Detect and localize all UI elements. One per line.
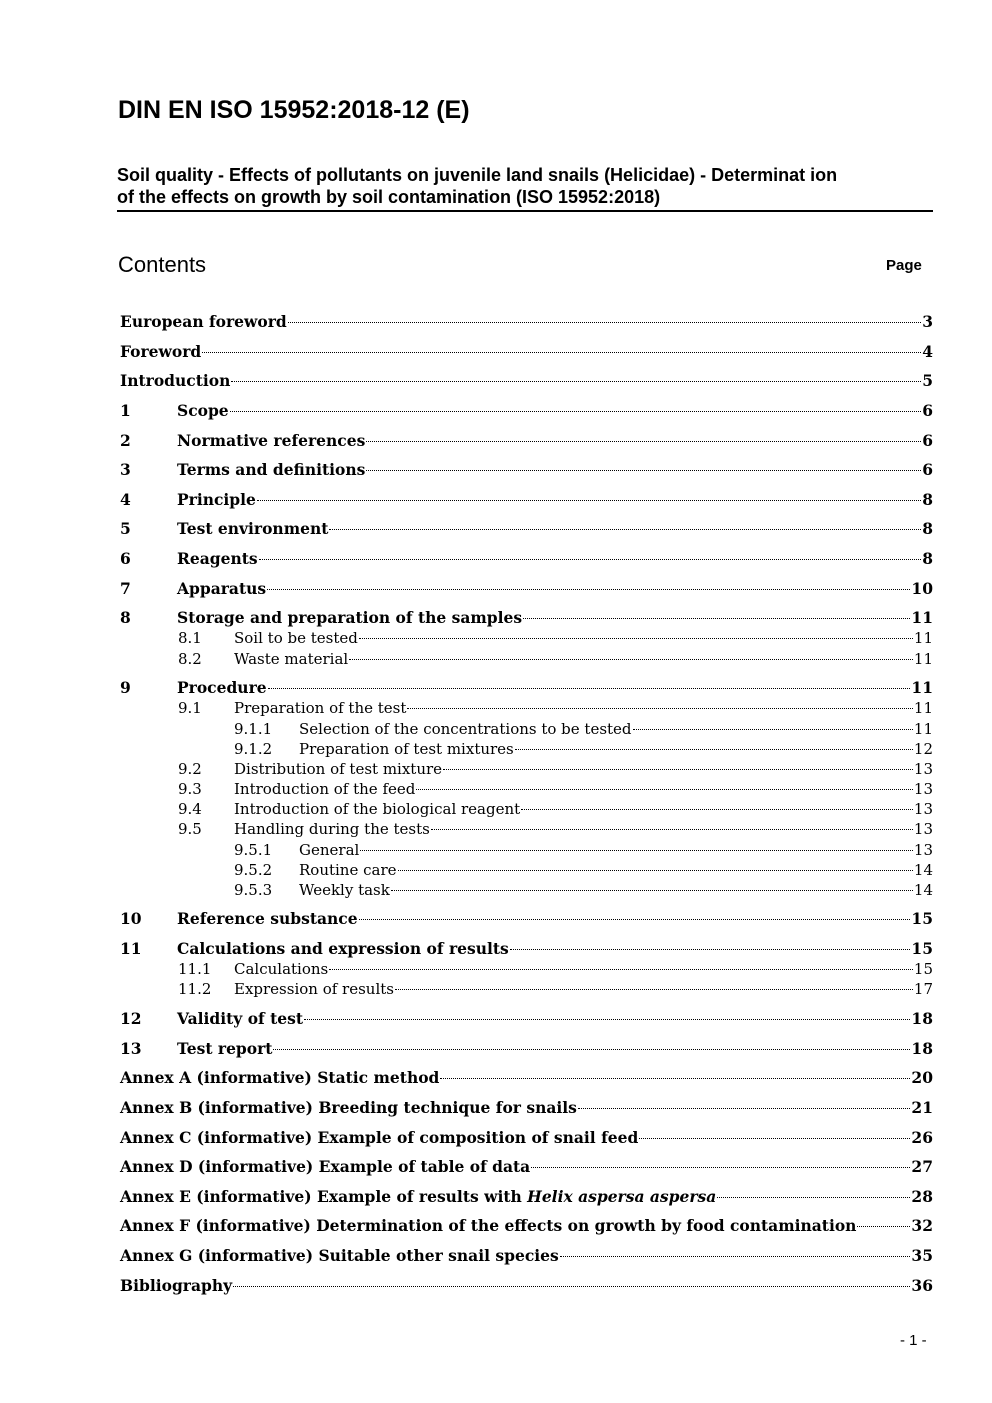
toc-entry-number: 9.1 — [178, 699, 202, 717]
toc-entry-number: 9.3 — [178, 780, 202, 798]
toc-entry[interactable] — [120, 880, 933, 900]
toc-leader-dots — [443, 769, 913, 770]
toc-entry-page: 11 — [913, 720, 933, 738]
toc-entry-number: 8 — [120, 608, 131, 627]
toc-entry-page: 21 — [911, 1098, 933, 1117]
toc-entry-number: 5 — [120, 519, 131, 538]
toc-entry-title — [177, 909, 358, 929]
toc-entry-title-text: Calculations and expression of results — [177, 939, 509, 958]
toc-entry-page: 18 — [911, 1039, 933, 1058]
toc-entry-title-text: Terms and definitions — [177, 460, 366, 479]
toc-entry-title-text: Annex C (informative) Example of composition of snail feed — [120, 1128, 639, 1147]
toc-entry-page: 13 — [913, 820, 933, 838]
toc-entry-title-text: Annex D (informative) Example of table of data — [120, 1157, 531, 1176]
toc-entry-title-text: Reference substance — [177, 909, 358, 928]
toc-leader-dots — [416, 789, 913, 790]
toc-entry-page: 17 — [913, 980, 933, 998]
toc-entry[interactable] — [120, 1128, 933, 1148]
document-id: DIN EN ISO 15952:2018-12 (E) — [118, 96, 470, 124]
toc-entry-page: 3 — [922, 312, 933, 331]
toc-leader-dots — [560, 1256, 911, 1257]
toc-leader-dots — [267, 589, 910, 590]
toc-entry-title — [234, 779, 415, 799]
toc-entry[interactable] — [120, 698, 933, 718]
toc-leader-dots — [440, 1078, 910, 1079]
toc-leader-dots — [523, 618, 910, 619]
toc-entry-number: 10 — [120, 909, 142, 928]
toc-entry-title — [177, 1039, 272, 1059]
toc-entry-title-text: European foreword — [120, 312, 287, 331]
toc-leader-dots — [257, 500, 921, 501]
toc-entry-title-text: Preparation of the test — [234, 699, 407, 717]
toc-entry[interactable] — [120, 1009, 933, 1029]
toc-entry-title-text: Validity of test — [177, 1009, 304, 1028]
toc-entry-page: 20 — [911, 1068, 933, 1087]
toc-entry-page: 11 — [911, 608, 933, 627]
toc-entry[interactable] — [120, 959, 933, 979]
toc-leader-dots — [349, 659, 913, 660]
toc-entry[interactable] — [120, 1246, 933, 1266]
toc-entry-number: 9.2 — [178, 760, 202, 778]
toc-entry-page: 4 — [922, 342, 933, 361]
toc-entry-title — [234, 979, 394, 999]
toc-leader-dots — [273, 1049, 910, 1050]
toc-entry-number: 12 — [120, 1009, 142, 1028]
toc-leader-dots — [268, 688, 911, 689]
toc-entry[interactable] — [120, 1276, 933, 1296]
document-title-line-2: of the effects on growth by soil contamination (ISO 15952:2018) — [117, 187, 661, 207]
toc-entry-number: 9.5.2 — [234, 861, 273, 879]
toc-entry-title — [120, 1098, 577, 1118]
toc-entry-number: 9.4 — [178, 800, 202, 818]
toc-entry-title-text: Waste material — [234, 650, 349, 668]
toc-entry-title-text: Annex E (informative) Example of results with — [120, 1187, 528, 1206]
toc-leader-dots — [578, 1108, 911, 1109]
toc-entry-title-text: Annex A (informative) Static method — [120, 1068, 440, 1087]
toc-entry-page: 18 — [911, 1009, 933, 1028]
toc-entry-title-text: Preparation of test mixtures — [299, 740, 514, 758]
toc-entry-title-text: Expression of results — [234, 980, 394, 998]
toc-entry-title — [299, 719, 632, 739]
toc-entry-page: 5 — [922, 371, 933, 390]
toc-entry-title-text: Weekly task — [299, 881, 390, 899]
toc-entry-number: 6 — [120, 549, 131, 568]
toc-entry[interactable] — [120, 628, 933, 648]
toc-entry-title — [177, 519, 328, 539]
toc-entry-title-text: Reagents — [177, 549, 258, 568]
toc-entry[interactable] — [120, 799, 933, 819]
toc-entry-page: 6 — [922, 431, 933, 450]
toc-entry[interactable] — [120, 1068, 933, 1088]
toc-entry[interactable] — [120, 1216, 933, 1236]
toc-entry-title-text: Bibliography — [120, 1276, 233, 1295]
toc-entry-title — [299, 860, 397, 880]
toc-entry[interactable] — [120, 1039, 933, 1059]
toc-entry-title — [234, 759, 442, 779]
toc-leader-dots — [366, 470, 921, 471]
toc-entry-page: 6 — [922, 460, 933, 479]
page-column-heading: Page — [886, 257, 922, 274]
toc-entry[interactable] — [120, 1098, 933, 1118]
toc-entry-page: 8 — [922, 519, 933, 538]
toc-entry-title — [120, 1216, 856, 1236]
toc-entry-title-text: Introduction of the feed — [234, 780, 416, 798]
toc-entry-page: 27 — [911, 1157, 933, 1176]
toc-entry-number: 2 — [120, 431, 131, 450]
toc-leader-dots — [359, 638, 913, 639]
toc-entry-page: 11 — [913, 699, 933, 717]
toc-entry-number: 7 — [120, 579, 131, 598]
footer-page-number: - 1 - — [900, 1332, 927, 1349]
toc-entry-number: 11.1 — [178, 960, 212, 978]
toc-entry-title — [299, 739, 514, 759]
toc-entry-number: 8.2 — [178, 650, 202, 668]
toc-entry[interactable] — [120, 579, 933, 599]
toc-entry-title — [120, 1246, 559, 1266]
toc-entry-page: 32 — [911, 1216, 933, 1235]
toc-leader-dots — [359, 919, 911, 920]
toc-entry-title — [177, 549, 258, 569]
toc-entry-title — [120, 1157, 530, 1177]
toc-leader-dots — [398, 870, 913, 871]
toc-entry[interactable] — [120, 342, 933, 362]
toc-leader-dots — [391, 890, 913, 891]
toc-entry[interactable] — [120, 779, 933, 799]
toc-entry-number: 9.1.2 — [234, 740, 273, 758]
toc-leader-dots — [395, 989, 913, 990]
toc-entry-page: 13 — [913, 841, 933, 859]
toc-entry-title-text: Introduction — [120, 371, 231, 390]
toc-leader-dots — [231, 381, 921, 382]
toc-entry-title — [120, 342, 201, 362]
toc-entry-number: 1 — [120, 401, 131, 420]
toc-leader-dots — [366, 441, 921, 442]
toc-entry-page: 15 — [911, 939, 933, 958]
toc-entry[interactable] — [120, 490, 933, 510]
toc-leader-dots — [639, 1138, 910, 1139]
toc-entry-page: 11 — [913, 650, 933, 668]
toc-leader-dots — [633, 729, 913, 730]
document-title — [117, 164, 933, 212]
toc-entry-page: 12 — [913, 740, 933, 758]
toc-entry[interactable] — [120, 939, 933, 959]
toc-entry[interactable] — [120, 549, 933, 569]
toc-entry-title — [234, 698, 406, 718]
toc-entry-title — [120, 1187, 716, 1207]
toc-entry-page: 26 — [911, 1128, 933, 1147]
toc-entry-title-text: Scope — [177, 401, 229, 420]
toc-entry-title-text: Annex F (informative) Determination of the effects on growth by food contamination — [120, 1216, 857, 1235]
toc-entry-title-text: Test report — [177, 1039, 273, 1058]
toc-entry-title-text: Normative references — [177, 431, 366, 450]
toc-leader-dots — [510, 949, 911, 950]
toc-entry-page: 6 — [922, 401, 933, 420]
toc-entry-title — [120, 1276, 232, 1296]
toc-leader-dots — [531, 1167, 910, 1168]
toc-entry-number: 3 — [120, 460, 131, 479]
toc-entry-page: 10 — [911, 579, 933, 598]
toc-entry-page: 36 — [911, 1276, 933, 1295]
toc-entry-title-text: Annex G (informative) Suitable other snail species — [120, 1246, 559, 1265]
toc-entry-number: 9 — [120, 678, 131, 697]
toc-entry-title — [177, 460, 365, 480]
toc-leader-dots — [857, 1226, 910, 1227]
toc-leader-dots — [233, 1286, 910, 1287]
toc-entry-page: 8 — [922, 549, 933, 568]
toc-entry-title — [120, 312, 287, 332]
toc-entry-title — [234, 959, 328, 979]
toc-entry-page: 13 — [913, 760, 933, 778]
toc-entry[interactable] — [120, 979, 933, 999]
toc-entry[interactable] — [120, 1157, 933, 1177]
toc-entry-title-text: Handling during the tests — [234, 820, 430, 838]
document-title-line-1: Soil quality - Effects of pollutants on juvenile land snails (Helicidae) - Determinat ion — [117, 165, 838, 185]
toc-entry-title — [177, 579, 266, 599]
toc-entry-page: 15 — [911, 909, 933, 928]
toc-entry-title-text: Soil to be tested — [234, 629, 358, 647]
toc-leader-dots — [288, 322, 921, 323]
toc-leader-dots — [407, 708, 913, 709]
toc-leader-dots — [304, 1019, 910, 1020]
toc-entry-number: 9.5.3 — [234, 881, 273, 899]
toc-leader-dots — [521, 809, 913, 810]
toc-entry-title-italic: Helix aspersa aspersa — [527, 1187, 717, 1206]
toc-entry[interactable] — [120, 719, 933, 739]
toc-entry-title-text: Test environment — [177, 519, 329, 538]
toc-entry-title-text: Calculations — [234, 960, 329, 978]
toc-entry[interactable] — [120, 519, 933, 539]
toc-leader-dots — [202, 352, 921, 353]
toc-entry[interactable] — [120, 860, 933, 880]
contents-heading: Contents — [118, 252, 207, 277]
toc-entry-title-text: Principle — [177, 490, 256, 509]
toc-entry[interactable] — [120, 608, 933, 628]
toc-entry[interactable] — [120, 312, 933, 332]
toc-leader-dots — [431, 829, 913, 830]
toc-entry-title — [177, 939, 509, 959]
toc-entry[interactable] — [120, 909, 933, 929]
toc-entry-title — [234, 819, 430, 839]
toc-entry-title-text: Annex B (informative) Breeding technique for snails — [120, 1098, 577, 1117]
toc-entry[interactable] — [120, 678, 933, 698]
toc-entry[interactable] — [120, 819, 933, 839]
toc-leader-dots — [360, 850, 913, 851]
toc-entry-number: 9.1.1 — [234, 720, 273, 738]
toc-entry-title — [299, 840, 359, 860]
toc-leader-dots — [259, 559, 922, 560]
toc-entry-title-text: Apparatus — [177, 579, 267, 598]
toc-entry-title — [177, 431, 365, 451]
toc-entry-page: 28 — [911, 1187, 933, 1206]
toc-entry[interactable] — [120, 431, 933, 451]
toc-entry-title-text: General — [299, 841, 360, 859]
toc-entry[interactable] — [120, 840, 933, 860]
toc-entry-title — [177, 490, 256, 510]
toc-entry-number: 11 — [120, 939, 142, 958]
toc-entry-number: 9.5 — [178, 820, 202, 838]
toc-entry-title — [177, 608, 522, 628]
toc-entry-page: 8 — [922, 490, 933, 509]
toc-entry-title — [234, 649, 348, 669]
toc-entry-page: 11 — [913, 629, 933, 647]
toc-entry-number: 4 — [120, 490, 131, 509]
toc-entry-title — [234, 628, 358, 648]
toc-entry[interactable] — [120, 759, 933, 779]
toc-entry-title-text: Foreword — [120, 342, 202, 361]
toc-leader-dots — [717, 1197, 910, 1198]
toc-entry-title — [120, 371, 230, 391]
toc-entry-number: 8.1 — [178, 629, 202, 647]
toc-entry-title-text: Procedure — [177, 678, 267, 697]
toc-entry-title-text: Introduction of the biological reagent — [234, 800, 521, 818]
toc-entry-page: 11 — [911, 678, 933, 697]
toc-entry-title — [120, 1068, 439, 1088]
toc-entry-number: 11.2 — [178, 980, 212, 998]
toc-entry[interactable] — [120, 649, 933, 669]
toc-entry-title — [177, 1009, 303, 1029]
toc-entry-title — [177, 401, 229, 421]
toc-entry[interactable] — [120, 739, 933, 759]
toc-entry-number: 9.5.1 — [234, 841, 273, 859]
toc-entry-page: 13 — [913, 780, 933, 798]
toc-leader-dots — [329, 529, 921, 530]
toc-entry-page: 35 — [911, 1246, 933, 1265]
toc-entry-title — [299, 880, 390, 900]
toc-entry-title-text: Distribution of test mixture — [234, 760, 443, 778]
toc-entry-title — [234, 799, 520, 819]
toc-entry-page: 15 — [913, 960, 933, 978]
toc-leader-dots — [515, 749, 913, 750]
toc-entry-page: 14 — [913, 881, 933, 899]
toc-entry-title-text: Routine care — [299, 861, 397, 879]
toc-leader-dots — [230, 411, 922, 412]
toc-entry-title-text: Storage and preparation of the samples — [177, 608, 523, 627]
toc-entry-title-text: Selection of the concentrations to be tested — [299, 720, 632, 738]
toc-entry-title — [177, 678, 267, 698]
toc-leader-dots — [329, 969, 913, 970]
toc-entry[interactable] — [120, 1187, 933, 1207]
toc-entry-number: 13 — [120, 1039, 142, 1058]
toc-entry-page: 14 — [913, 861, 933, 879]
toc-entry[interactable] — [120, 460, 933, 480]
toc-entry[interactable] — [120, 371, 933, 391]
toc-entry-page: 13 — [913, 800, 933, 818]
toc-entry-title — [120, 1128, 638, 1148]
toc-entry[interactable] — [120, 401, 933, 421]
